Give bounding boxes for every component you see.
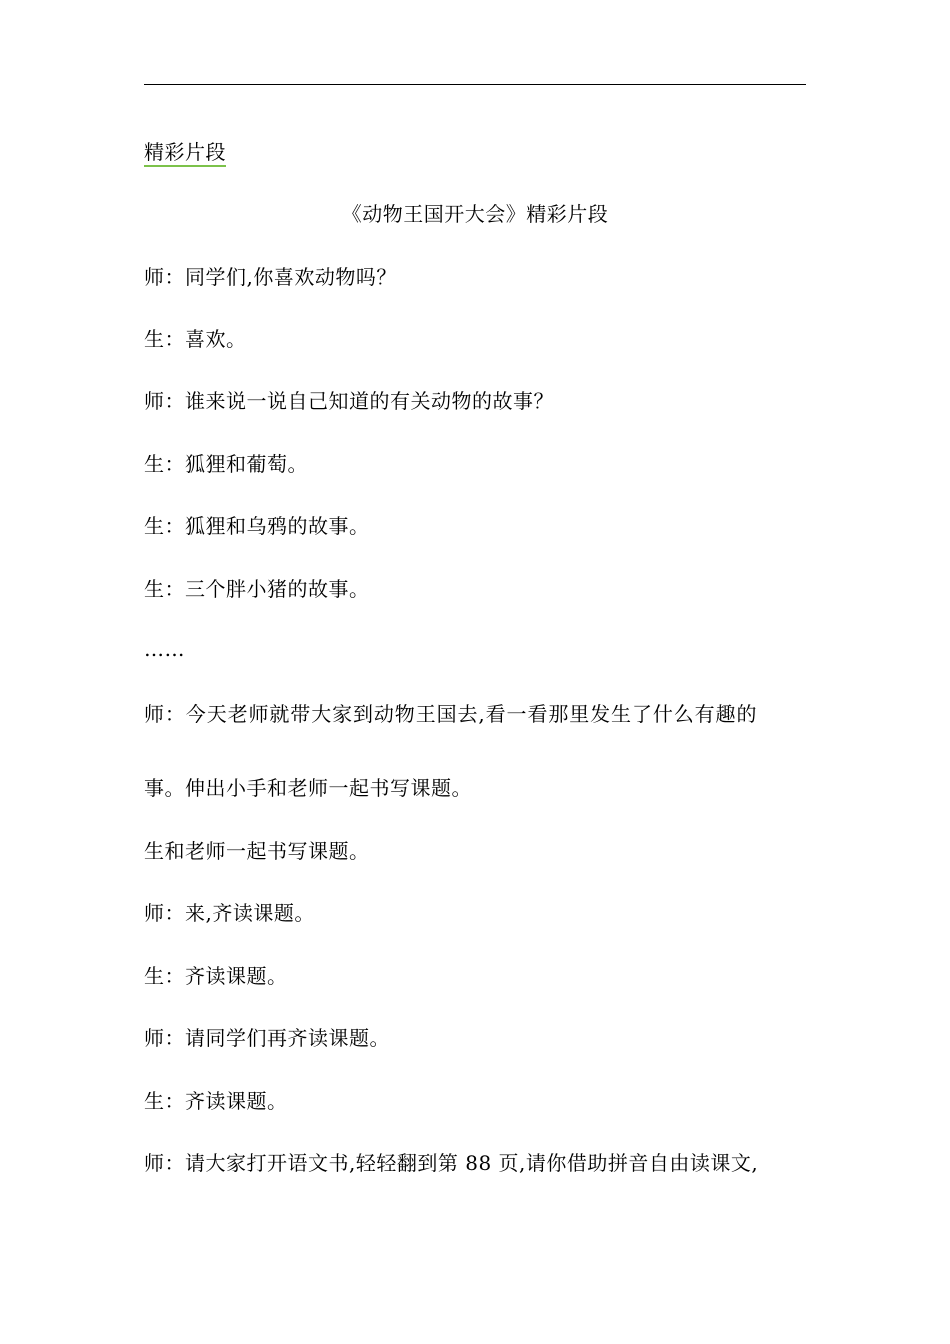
dialogue-line: 生：狐狸和乌鸦的故事。 (144, 514, 370, 538)
dialogue-line: 师：请同学们再齐读课题。 (144, 1026, 390, 1050)
dialogue-line: 生：狐狸和葡萄。 (144, 452, 308, 476)
dialogue-line: 生：齐读课题。 (144, 964, 288, 988)
dialogue-line: 师：谁来说一说自己知道的有关动物的故事？ (144, 389, 554, 413)
dialogue-line: 生：喜欢。 (144, 327, 247, 351)
dialogue-line: 生：三个胖小猪的故事。 (144, 577, 370, 601)
dialogue-line: 师：同学们,你喜欢动物吗？ (144, 265, 397, 289)
dialogue-line: 师：今天老师就带大家到动物王国去,看一看那里发生了什么有趣的 (144, 702, 758, 726)
section-label: 精彩片段 (144, 140, 226, 167)
header-rule (144, 84, 806, 85)
document-title: 《动物王国开大会》精彩片段 (341, 202, 609, 226)
dialogue-line-continued: 事。伸出小手和老师一起书写课题。 (144, 776, 472, 800)
dialogue-line: 师：来,齐读课题。 (144, 901, 315, 925)
dialogue-line: 生：齐读课题。 (144, 1089, 288, 1113)
ellipsis-line: …… (144, 637, 185, 661)
dialogue-line: 生和老师一起书写课题。 (144, 839, 370, 863)
section-label-container (144, 140, 226, 164)
dialogue-line: 师：请大家打开语文书,轻轻翻到第 88 页,请你借助拼音自由读课文, (144, 1151, 759, 1175)
